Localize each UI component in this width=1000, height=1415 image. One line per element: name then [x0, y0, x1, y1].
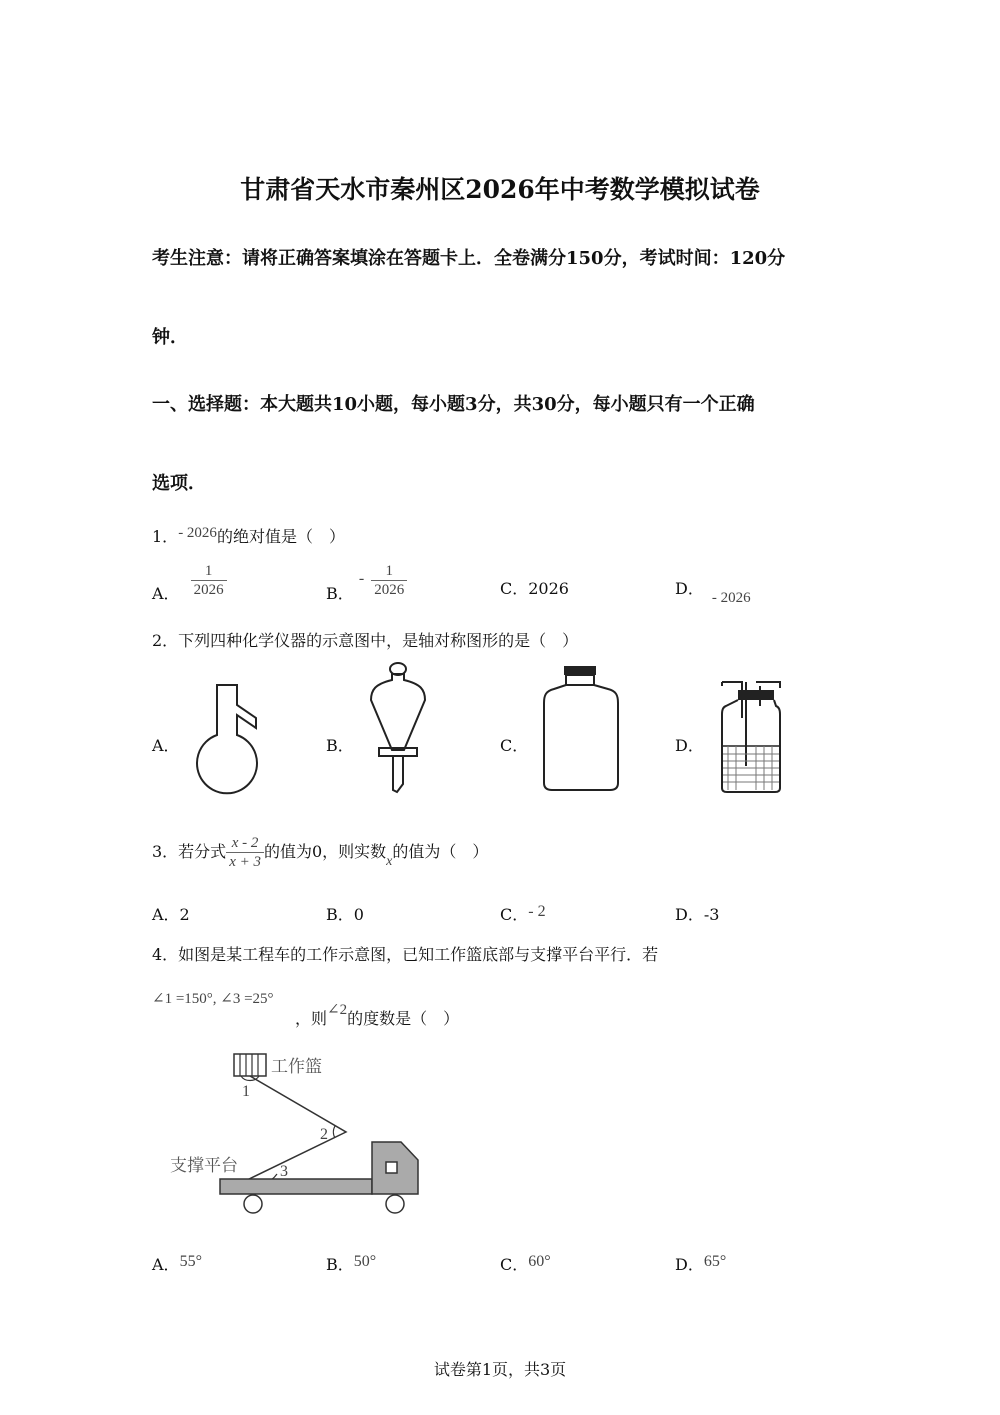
- question-4-condition: ∠1 =150°, ∠3 =25°: [152, 991, 274, 1007]
- separatory-funnel-icon: [365, 662, 430, 794]
- question-3-variable: x: [386, 854, 393, 869]
- q1-option-d-value: - 2026: [711, 590, 751, 606]
- question-4-suffix: 的度数是（ ）: [347, 1009, 460, 1028]
- q1-option-b[interactable]: [326, 562, 407, 603]
- q4-option-b-value: 50°: [353, 1253, 377, 1270]
- notice-line2: 钟．: [152, 327, 188, 348]
- q2-option-c-label[interactable]: C．: [500, 736, 529, 755]
- q4-option-d-label: D．: [675, 1255, 704, 1274]
- q4-option-c[interactable]: [500, 1252, 551, 1275]
- q3-option-a[interactable]: A．2: [152, 905, 190, 924]
- q1-option-a[interactable]: [152, 562, 227, 603]
- q1-option-d-label: D．: [675, 579, 704, 598]
- fraction-denominator: x + 3: [229, 854, 261, 870]
- work-basket-shape: [234, 1054, 266, 1076]
- q1-option-a-label: A．: [152, 584, 180, 603]
- question-4-angle: ∠2: [327, 1002, 348, 1018]
- fraction-numerator: 1: [191, 562, 227, 581]
- q4-option-a-label: A．: [152, 1255, 180, 1274]
- q3-option-c[interactable]: [500, 902, 546, 925]
- fraction-denominator: 2026: [193, 582, 224, 598]
- q2-option-a-label[interactable]: A．: [152, 736, 180, 755]
- q4-option-d-value: 65°: [703, 1253, 727, 1270]
- question-4-line2-tail: [295, 1002, 460, 1029]
- q1-option-b-fraction: [371, 562, 407, 599]
- lift-arm-shape: [247, 1076, 346, 1180]
- section-heading-line2: 选项．: [152, 473, 206, 494]
- page-title: 甘肃省天水市秦州区2026年中考数学模拟试卷: [240, 175, 760, 204]
- question-1-text: 的绝对值是（ ）: [216, 527, 345, 546]
- q1-option-c[interactable]: C．2026: [500, 579, 569, 598]
- question-4-line1: 4．如图是某工程车的工作示意图，已知工作篮底部与支撑平台平行．若: [152, 945, 659, 964]
- question-3-fraction: [226, 834, 264, 871]
- angle-1-label: 1: [242, 1083, 250, 1100]
- gas-washing-bottle-icon: [716, 676, 786, 796]
- q4-option-a[interactable]: [152, 1252, 202, 1275]
- q3-option-b[interactable]: B．0: [326, 905, 364, 924]
- question-1: [152, 524, 345, 547]
- question-4-line2: [152, 988, 274, 1008]
- q3-option-c-label: C．: [500, 905, 529, 924]
- angle-2-label: 2: [320, 1126, 328, 1143]
- question-3-middle: 的值为0，则实数: [263, 842, 387, 861]
- q4-option-c-value: 60°: [528, 1253, 551, 1270]
- question-3-suffix: 的值为（ ）: [392, 842, 489, 861]
- question-2: 2．下列四种化学仪器的示意图中，是轴对称图形的是（ ）: [152, 631, 579, 650]
- question-3: [152, 834, 488, 871]
- angle-3-label: 3: [280, 1163, 288, 1180]
- q1-option-b-label: B．: [326, 584, 354, 603]
- notice-line1: 考生注意：请将正确答案填涂在答题卡上．全卷满分150分，考试时间：120分: [152, 248, 786, 269]
- page-footer: 试卷第1页，共3页: [433, 1360, 567, 1379]
- q3-option-c-value: - 2: [528, 903, 546, 920]
- q2-option-d-label[interactable]: D．: [675, 736, 704, 755]
- q4-option-b[interactable]: [326, 1252, 376, 1275]
- support-platform-shape: [220, 1179, 372, 1194]
- engineering-truck-figure: [165, 1050, 435, 1220]
- q1-option-d[interactable]: [675, 576, 751, 606]
- platform-label: 支撑平台: [170, 1156, 238, 1175]
- q4-option-d[interactable]: [675, 1252, 726, 1275]
- basket-label: 工作篮: [271, 1057, 322, 1076]
- section-heading-line1: 一、选择题：本大题共10小题，每小题3分，共30分，每小题只有一个正确: [152, 394, 755, 415]
- fraction-denominator: 2026: [374, 582, 405, 598]
- wheel-shape: [386, 1195, 404, 1213]
- fraction-numerator: 1: [371, 562, 407, 581]
- fraction-numerator: x - 2: [226, 834, 264, 853]
- q1-option-a-fraction: [191, 562, 227, 599]
- q2-option-b-label[interactable]: B．: [326, 736, 354, 755]
- question-1-number: 1．: [152, 527, 179, 546]
- q1-option-b-sign: -: [358, 570, 365, 587]
- question-1-expr: - 2026: [178, 525, 217, 541]
- wheel-shape: [244, 1195, 262, 1213]
- reagent-bottle-icon: [540, 663, 622, 795]
- q4-option-c-label: C．: [500, 1255, 529, 1274]
- round-flask-icon: [190, 680, 270, 795]
- q4-option-b-label: B．: [326, 1255, 354, 1274]
- q4-option-a-value: 55°: [179, 1253, 202, 1270]
- question-4-middle: ，则: [295, 1009, 328, 1028]
- q3-option-d[interactable]: D．-3: [675, 905, 720, 924]
- question-3-prefix: 3．若分式: [152, 842, 227, 861]
